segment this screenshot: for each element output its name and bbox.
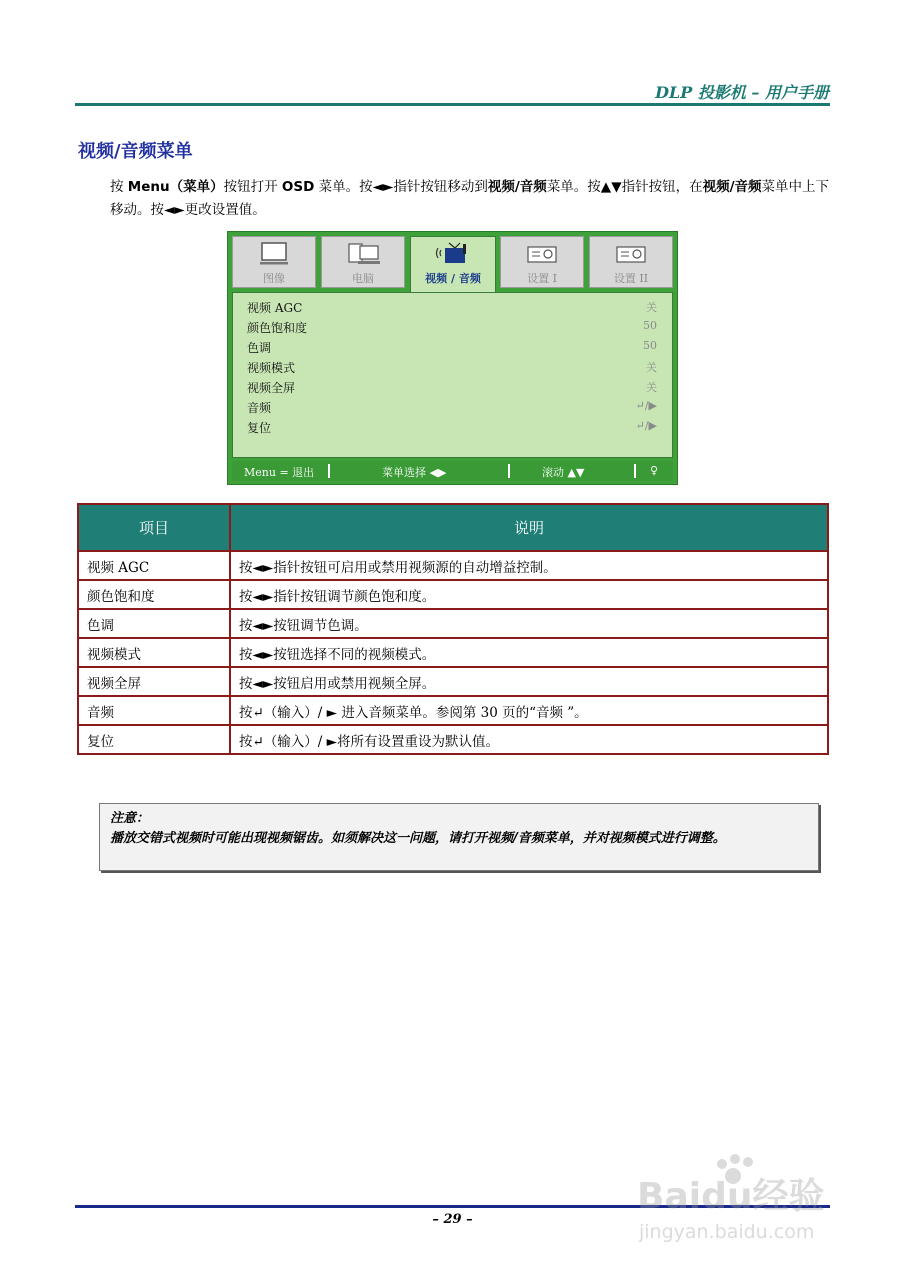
table-cell-item: 音频	[78, 696, 230, 725]
osd-tab-image[interactable]	[232, 236, 316, 288]
table-cell-description: 按◄►按钮选择不同的视频模式。	[230, 638, 828, 667]
status-separator	[634, 464, 636, 478]
osd-row-audio[interactable]	[247, 399, 657, 419]
osd-tab-label: 视频 / 音频	[425, 272, 481, 285]
table-cell-item: 复位	[78, 725, 230, 754]
osd-row-value: 50	[643, 339, 657, 352]
status-scroll-hint: 滚动 ▲▼	[542, 466, 585, 479]
osd-tab-computer[interactable]	[321, 236, 405, 288]
projector-icon	[611, 241, 651, 267]
table-header-row	[78, 504, 828, 551]
note-text: 播放交错式视频时可能出现视频锯齿。如须解决这一问题，请打开视频/音频菜单，并对视频模式进行调整。	[110, 831, 726, 846]
watermark-brand: Baidu经验	[637, 1176, 825, 1217]
osd-row-label: 视频模式	[247, 361, 296, 375]
osd-row-value: 50	[643, 319, 657, 332]
osd-tab-video-audio[interactable]	[410, 236, 496, 294]
document-header-title: DLP 投影机 – 用户手册	[655, 83, 829, 102]
osd-tab-label: 电脑	[352, 272, 374, 285]
intro-paragraph: 按 Menu（菜单）按钮打开 OSD 菜单。按◄►指针按钮移动到视频/音频菜单。按▲▼指针按钮，在视频/音频菜单中上下移动。按◄►更改设置值。	[110, 179, 830, 218]
status-exit-hint: Menu = 退出	[244, 466, 315, 479]
table-cell-description: 按◄►按钮调节色调。	[230, 609, 828, 638]
tv-audio-icon	[433, 241, 473, 267]
header-rule	[75, 103, 830, 106]
osd-tab-setup-2[interactable]	[589, 236, 673, 288]
osd-row-saturation[interactable]	[247, 319, 657, 339]
table-header-description: 说明	[230, 504, 828, 551]
table-row	[78, 580, 828, 609]
osd-menu-screenshot	[227, 231, 678, 485]
osd-row-label: 复位	[247, 421, 272, 435]
table-cell-description: 按◄►指针按钮可启用或禁用视频源的自动增益控制。	[230, 551, 828, 580]
table-cell-description: 按◄►指针按钮调节颜色饱和度。	[230, 580, 828, 609]
osd-row-video-mode[interactable]	[247, 359, 657, 379]
table-cell-description: 按◄►按钮启用或禁用视频全屏。	[230, 667, 828, 696]
status-separator	[508, 464, 510, 478]
osd-tab-bar	[232, 236, 673, 292]
settings-description-table	[77, 503, 829, 755]
osd-settings-panel	[232, 292, 673, 458]
osd-tab-label: 设置 II	[613, 272, 649, 285]
osd-row-value: ↵/▶	[635, 399, 657, 412]
status-select-hint: 菜单选择 ◀▶	[382, 466, 447, 479]
osd-row-label: 颜色饱和度	[247, 321, 308, 335]
osd-row-reset[interactable]	[247, 419, 657, 439]
osd-tab-label: 设置 I	[527, 272, 557, 285]
table-cell-item: 视频模式	[78, 638, 230, 667]
table-row	[78, 638, 828, 667]
table-header-item: 项目	[78, 504, 230, 551]
osd-row-value: 关	[646, 301, 657, 314]
section-title: 视频/音频菜单	[78, 141, 193, 162]
osd-row-tint[interactable]	[247, 339, 657, 359]
info-icon: ♀	[650, 464, 659, 477]
osd-tab-setup-1[interactable]	[500, 236, 584, 288]
osd-row-video-agc[interactable]	[247, 299, 657, 319]
table-row	[78, 725, 828, 754]
table-row	[78, 696, 828, 725]
baidu-jingyan-watermark	[637, 1150, 847, 1250]
osd-row-label: 音频	[247, 401, 272, 415]
osd-tab-label: 图像	[263, 272, 285, 285]
osd-row-video-overscan[interactable]	[247, 379, 657, 399]
osd-row-label: 视频全屏	[247, 381, 296, 395]
note-title: 注意：	[110, 811, 150, 826]
monitor-icon	[254, 241, 294, 267]
status-separator	[328, 464, 330, 478]
osd-row-label: 视频 AGC	[247, 301, 303, 315]
computer-icon	[343, 241, 383, 267]
table-row	[78, 609, 828, 638]
projector-icon	[522, 241, 562, 267]
osd-status-bar	[232, 461, 673, 481]
osd-row-value: ↵/▶	[635, 419, 657, 432]
table-cell-item: 颜色饱和度	[78, 580, 230, 609]
table-cell-description: 按↵（输入）/ ► 进入音频菜单。参阅第 30 页的“音频 ”。	[230, 696, 828, 725]
page-number: – 29 –	[432, 1212, 473, 1227]
table-row	[78, 551, 828, 580]
table-cell-item: 视频 AGC	[78, 551, 230, 580]
osd-row-label: 色调	[247, 341, 272, 355]
osd-row-value: 关	[646, 361, 657, 374]
table-cell-item: 视频全屏	[78, 667, 230, 696]
table-cell-item: 色调	[78, 609, 230, 638]
table-cell-description: 按↵（输入）/ ►将所有设置重设为默认值。	[230, 725, 828, 754]
note-box	[99, 803, 819, 871]
table-row	[78, 667, 828, 696]
watermark-url: jingyan.baidu.com	[639, 1221, 815, 1243]
osd-row-value: 关	[646, 381, 657, 394]
